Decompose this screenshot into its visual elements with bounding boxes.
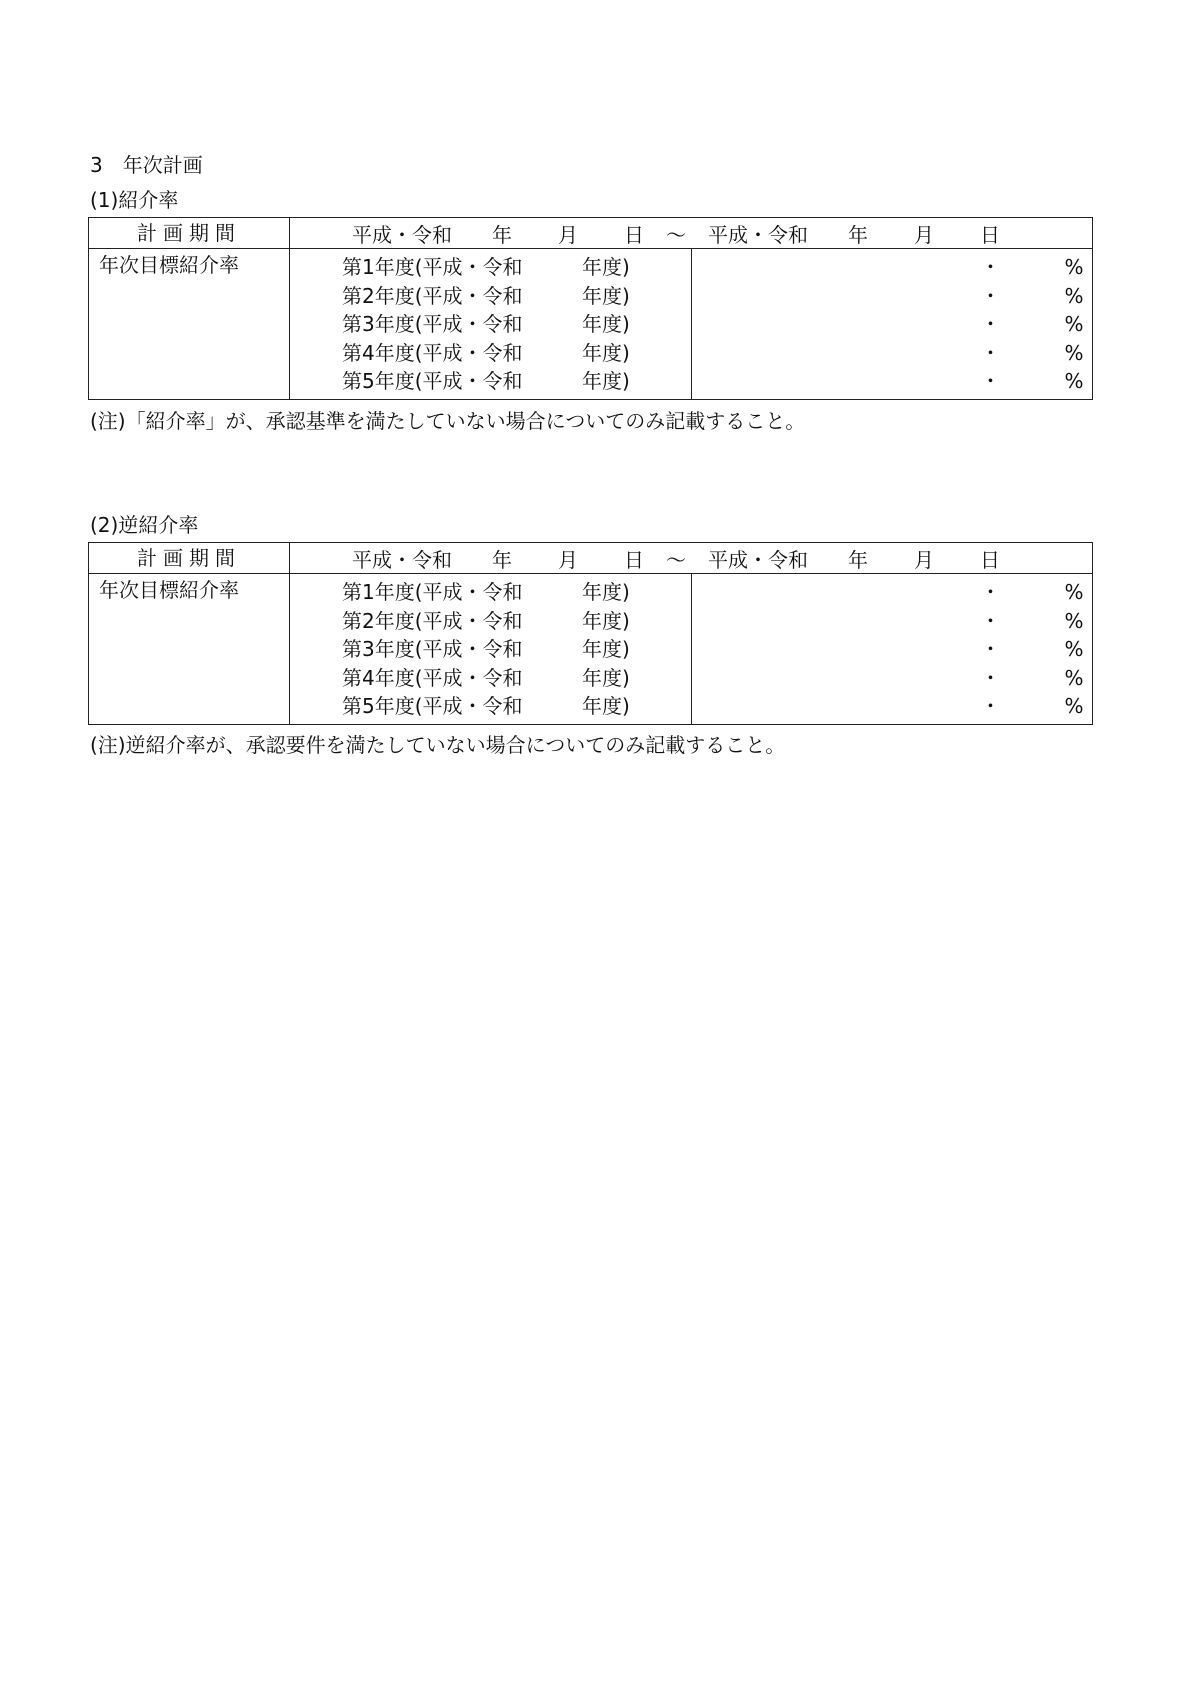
fiscal-year-list-cell <box>290 574 692 725</box>
fiscal-year-row: 第3年度(平成・令和 年度) <box>342 637 630 661</box>
end-era: 平成・令和 <box>708 547 808 572</box>
plan-period-range <box>290 218 1092 248</box>
range-tilde: ～ <box>666 547 686 572</box>
rate-list <box>692 574 1093 723</box>
annual-target-label: 年次目標紹介率 <box>99 253 239 277</box>
annual-target-label-cell <box>89 574 290 725</box>
fiscal-year-row: 第2年度(平成・令和 年度) <box>342 608 630 633</box>
rate-row: ・ % <box>980 340 1084 365</box>
introduction-rate-table <box>88 217 1093 400</box>
end-year-unit: 年 <box>848 547 868 572</box>
reverse-introduction-rate-table <box>88 542 1093 725</box>
section-title: 3 年次計画 <box>90 153 203 177</box>
fiscal-year-row: 第1年度(平成・令和 年度) <box>342 255 630 279</box>
annual-target-label-cell <box>89 249 290 400</box>
rate-row: ・ % <box>980 608 1084 633</box>
end-era: 平成・令和 <box>708 222 808 247</box>
rate-row: ・ % <box>980 369 1084 393</box>
plan-period-value-cell <box>290 218 1093 249</box>
rate-row: ・ % <box>980 637 1084 661</box>
start-day-unit: 日 <box>624 547 644 572</box>
end-month-unit: 月 <box>914 222 934 247</box>
table-1-heading: (1)紹介率 <box>90 188 179 212</box>
table-2-note: (注)逆紹介率が、承認要件を満たしていない場合についてのみ記載すること。 <box>90 733 786 757</box>
start-year-unit: 年 <box>492 547 512 572</box>
plan-period-label: 計画期間 <box>137 546 241 570</box>
fiscal-year-row: 第5年度(平成・令和 年度) <box>342 694 630 718</box>
fiscal-year-row: 第5年度(平成・令和 年度) <box>342 369 630 393</box>
rate-list-cell <box>691 574 1093 725</box>
start-day-unit: 日 <box>624 222 644 247</box>
fiscal-year-row: 第2年度(平成・令和 年度) <box>342 283 630 308</box>
plan-period-label: 計画期間 <box>137 221 241 245</box>
end-day-unit: 日 <box>980 222 1000 247</box>
fiscal-year-row: 第4年度(平成・令和 年度) <box>342 665 630 690</box>
fiscal-year-list <box>290 574 691 723</box>
plan-period-value-cell <box>290 543 1093 574</box>
range-tilde: ～ <box>666 222 686 247</box>
plan-period-range <box>290 543 1092 573</box>
start-era: 平成・令和 <box>352 222 452 247</box>
plan-period-header-cell <box>89 543 290 574</box>
end-year-unit: 年 <box>848 222 868 247</box>
start-month-unit: 月 <box>558 222 578 247</box>
rate-row: ・ % <box>980 255 1084 279</box>
start-era: 平成・令和 <box>352 547 452 572</box>
rate-row: ・ % <box>980 694 1084 718</box>
end-day-unit: 日 <box>980 547 1000 572</box>
rate-row: ・ % <box>980 283 1084 308</box>
rate-row: ・ % <box>980 580 1084 604</box>
rate-list <box>692 249 1093 398</box>
rate-row: ・ % <box>980 312 1084 336</box>
fiscal-year-row: 第4年度(平成・令和 年度) <box>342 340 630 365</box>
rate-row: ・ % <box>980 665 1084 690</box>
fiscal-year-row: 第1年度(平成・令和 年度) <box>342 580 630 604</box>
plan-period-header-cell <box>89 218 290 249</box>
fiscal-year-row: 第3年度(平成・令和 年度) <box>342 312 630 336</box>
table-1-note: (注)「紹介率」が、承認基準を満たしていない場合についてのみ記載すること。 <box>90 409 806 433</box>
annual-target-label: 年次目標紹介率 <box>99 578 239 602</box>
fiscal-year-list <box>290 249 691 398</box>
table-2-heading: (2)逆紹介率 <box>90 513 199 537</box>
end-month-unit: 月 <box>914 547 934 572</box>
rate-list-cell <box>691 249 1093 400</box>
start-month-unit: 月 <box>558 547 578 572</box>
fiscal-year-list-cell <box>290 249 692 400</box>
start-year-unit: 年 <box>492 222 512 247</box>
